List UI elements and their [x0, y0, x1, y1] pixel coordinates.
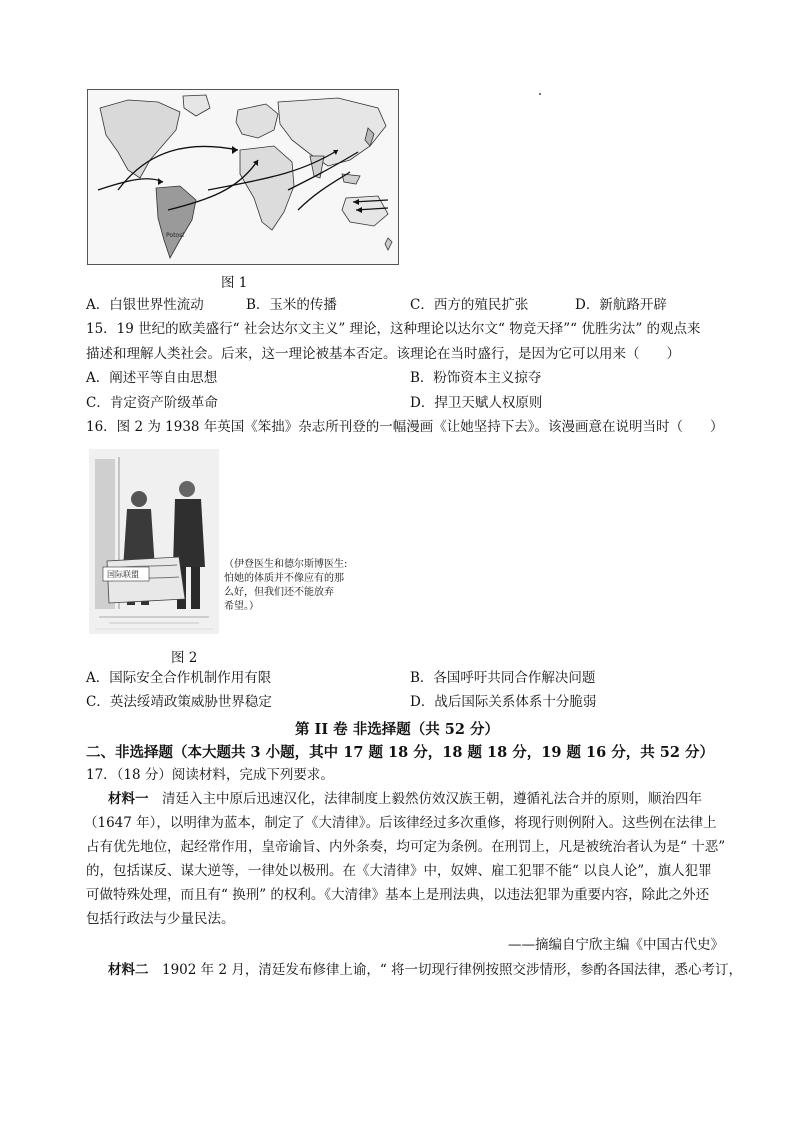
- cartoon-graphic: [89, 449, 219, 634]
- q15-option-b: B．粉饰资本主义掠夺: [410, 370, 542, 386]
- q17-m1-line: 包括行政法与少量民法。: [86, 911, 235, 927]
- q16-option-b: B．各国呼吁共同合作解决问题: [410, 670, 596, 686]
- cartoon-caption-line: 希望。）: [224, 601, 259, 612]
- q15-option-a: A．阐述平等自由思想: [86, 370, 218, 386]
- cartoon-caption-line: 么好，但我们还不能放弃: [224, 587, 334, 598]
- cartoon-caption-line: （伊登医生和德尔斯博医生:: [224, 559, 348, 570]
- material1-source: ——摘编自宁欣主编《中国古代史》: [508, 937, 724, 953]
- q17-m1-line: 可做特殊处理，而且有“ 换刑” 的权利。《大清律》基本上是刑法典，以违法犯罪为重要内容，除此之外还: [86, 887, 710, 903]
- figure-1-map: [87, 89, 399, 265]
- part2-title: 第 II 卷 非选择题（共 52 分）: [295, 721, 499, 738]
- q17-m1-line: 的，包括谋反、谋大逆等，一律处以极刑。在《大清律》中，奴婢、雇工犯罪不能“ 以良人论”，旗人犯罪: [86, 863, 712, 879]
- material1-text: 清廷入主中原后迅速汉化，法律制度上毅然仿效汉族王朝，遵循礼法合并的原则，顺治四年: [162, 791, 702, 807]
- q14-option-a: A．白银世界性流动: [86, 297, 204, 313]
- figure-1-caption: 图 1: [221, 275, 248, 291]
- q17-m1-line: （1647 年），以明律为蓝本，制定了《大清律》。后该律经过多次重修，将现行则例附入。这些例在法律上: [84, 815, 717, 831]
- q15-stem-line2: 描述和理解人类社会。后来，这一理论被基本否定。该理论在当时盛行，是因为它可以用来（ ）: [86, 346, 680, 362]
- q14-option-d: D．新航路开辟: [575, 297, 667, 313]
- q17-m1-line: [108, 790, 702, 808]
- q16-option-a: A．国际安全合作机制作用有限: [86, 670, 272, 686]
- q14-option-c: C．西方的殖民扩张: [410, 297, 529, 313]
- material2-text: 1902 年 2 月，清廷发布修律上谕，“ 将一切现行律例按照交涉情形，参酌各国法律，悉心考订，: [162, 962, 743, 978]
- potosi-map-label: Potosí: [166, 232, 184, 239]
- q16-stem: 16．图 2 为 1938 年英国《笨拙》杂志所刊登的一幅漫画《让她坚持下去》。该漫画意在说明当时（ ）: [86, 419, 724, 435]
- q15-option-c: C．肯定资产阶级革命: [86, 395, 218, 411]
- q14-option-b: B．玉米的传播: [246, 297, 337, 313]
- q16-option-c: C．英法绥靖政策威胁世界稳定: [86, 694, 272, 710]
- cartoon-caption-text: [224, 558, 352, 614]
- world-map-graphic: [88, 90, 398, 264]
- scan-speck: [539, 93, 541, 95]
- material1-label: 材料一: [108, 791, 149, 807]
- q15-stem-line1: 15．19 世纪的欧美盛行“ 社会达尔文主义” 理论，这种理论以达尔文“ 物竞天择”“ 优胜劣汰” 的观点来: [86, 321, 701, 337]
- q17-m2-line: [108, 961, 742, 979]
- q16-option-d: D．战后国际关系体系十分脆弱: [410, 694, 597, 710]
- figure-2-cartoon: [89, 449, 219, 634]
- figure-2-caption: 图 2: [171, 650, 198, 666]
- cartoon-caption-line: 怕她的体质并不像应有的那: [224, 573, 344, 584]
- q17-m1-line: 占有优先地位，起经常作用，皇帝谕旨、内外条奏，均可定为条例。在刑罚上，凡是被统治者认为是“ 十恶”: [86, 839, 726, 855]
- q15-option-d: D．捍卫天赋人权原则: [410, 395, 543, 411]
- material2-label: 材料二: [108, 962, 149, 978]
- q17-stem: 17．（18 分）阅读材料，完成下列要求。: [86, 767, 334, 783]
- part2-heading: 二、非选择题（本大题共 3 小题，其中 17 题 18 分，18 题 18 分，19 题 16 分，共 52 分）: [86, 744, 715, 761]
- league-of-nations-label: 国际联盟: [107, 570, 139, 579]
